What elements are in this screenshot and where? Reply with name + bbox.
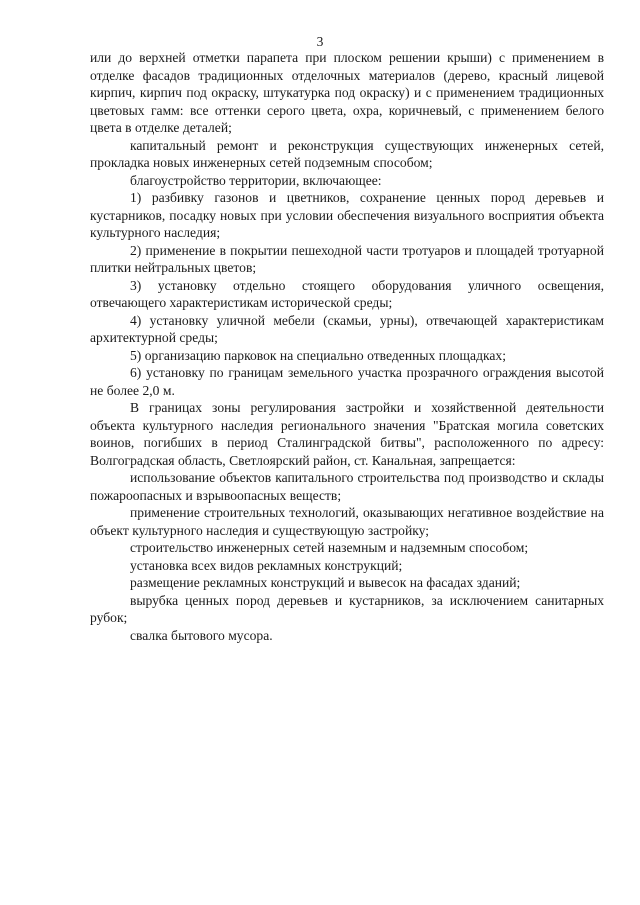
- list-item-parking: 5) организацию парковок на специально отведенных площадках;: [130, 347, 506, 363]
- prohibition-advertising: установка всех видов рекламных конструкций;: [130, 557, 403, 573]
- list-item-lighting: 3) установку отдельно стоящего оборудования уличного освещения, отвечающего характеристикам исторической среды;: [90, 277, 604, 310]
- list-item-furniture: 4) установку уличной мебели (скамьи, урны), отвечающей характеристикам архитектурной среды;: [90, 312, 604, 345]
- list-item-paving: 2) применение в покрытии пешеходной части тротуаров и площадей тротуарной плитки нейтральных цветов;: [90, 242, 604, 275]
- page-number: 3: [316, 34, 324, 49]
- paragraph-capital-repair: капитальный ремонт и реконструкция существующих инженерных сетей, прокладка новых инженерных сетей подземным способом;: [90, 137, 604, 170]
- list-item-fence: 6) установку по границам земельного участка прозрачного ограждения высотой не более 2,0 м.: [90, 365, 604, 398]
- prohibition-tree-cutting: вырубка ценных пород деревьев и кустарников, за исключением санитарных рубок;: [90, 592, 604, 625]
- prohibition-dumping: свалка бытового мусора.: [130, 627, 273, 643]
- prohibition-construction-tech: применение строительных технологий, оказывающих негативное воздействие на объект культурного наследия и существующую застройку;: [90, 505, 604, 538]
- paragraph-landscaping-heading: благоустройство территории, включающее:: [130, 172, 382, 188]
- paragraph-continuation: или до верхней отметки парапета при плоском решении крыши) с применением в отделке фасадов традиционных отделочных материалов (дерево, красный лицевой кирпич, кирпич под окраску, штукатурка под окраску) и с применением традиционных цветовых гамм: все оттенки серого цвета, охра, коричневый, с применением белого цвета в отделке деталей;: [90, 50, 604, 135]
- paragraph-regulation-zone: В границах зоны регулирования застройки и хозяйственной деятельности объекта культурного наследия регионального значения "Братская могила советских воинов, погибших в период Сталинградской битвы", расположенного по адресу: Волгоградская область, Светлоярский район, ст. Канальная, запрещается:: [90, 400, 604, 468]
- list-item-lawns: 1) разбивку газонов и цветников, сохранение ценных пород деревьев и кустарников, посадку новых при условии обеспечения визуального восприятия объекта культурного наследия;: [90, 190, 604, 240]
- document-body: [90, 49, 604, 644]
- prohibition-facade-signs: размещение рекламных конструкций и вывесок на фасадах зданий;: [130, 575, 521, 590]
- prohibition-hazardous-storage: использование объектов капитального строительства под производство и склады пожароопасных и взрывоопасных веществ;: [90, 470, 604, 503]
- prohibition-overground-networks: строительство инженерных сетей наземным и надземным способом;: [130, 540, 529, 555]
